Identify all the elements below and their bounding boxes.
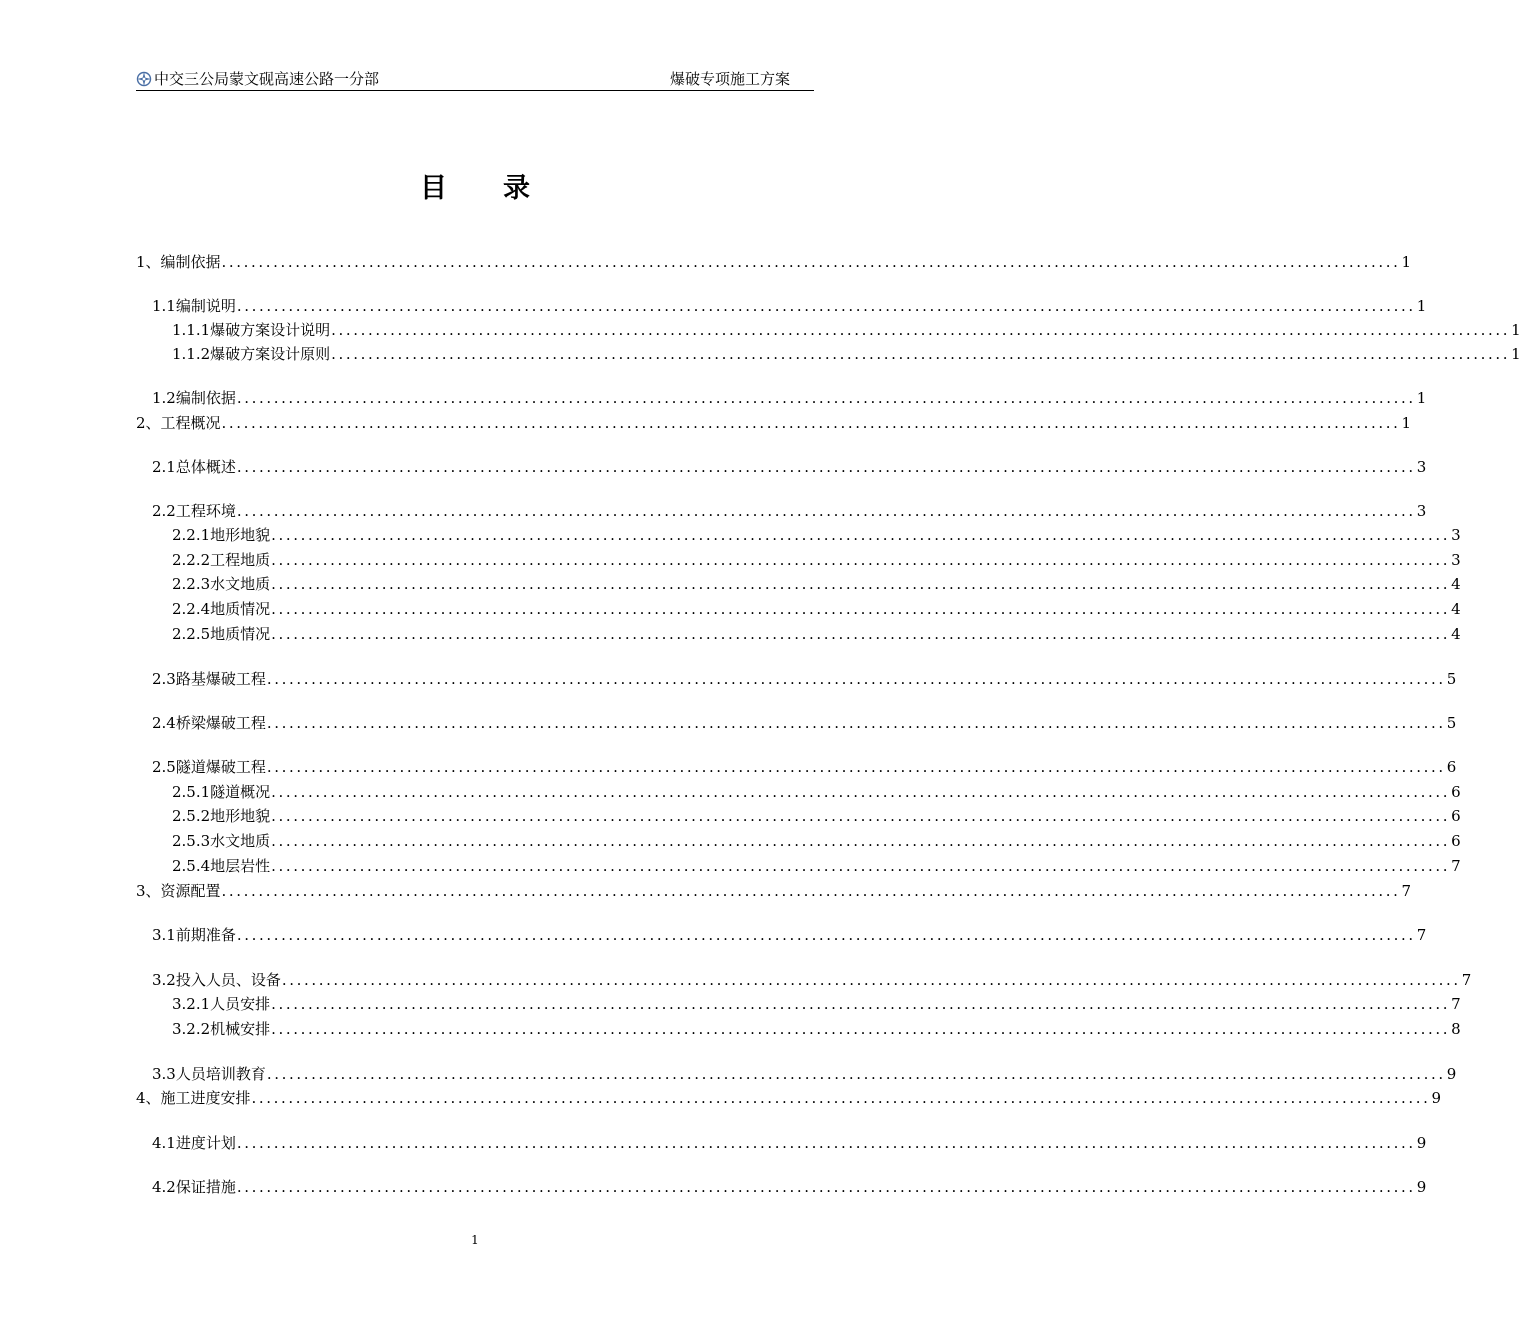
toc-entry-page: 1	[1416, 297, 1427, 315]
toc-leader-dots: ................................................................................................................................................................	[236, 389, 1416, 407]
toc-leader-dots: ................................................................................................................................................................	[266, 714, 1446, 732]
toc-leader-dots: ................................................................................................................................................................	[236, 1178, 1416, 1196]
toc-entry-label: 2.4桥梁爆破工程	[152, 714, 266, 732]
toc-entry-label: 2.5.1隧道概况	[172, 783, 271, 801]
toc-entry[interactable]	[136, 412, 1411, 434]
toc-leader-dots: ................................................................................................................................................................	[271, 575, 1451, 593]
toc-entry-page: 4	[1451, 575, 1461, 593]
toc-entry-page: 9	[1431, 1089, 1441, 1107]
toc-entry-page: 1	[1401, 414, 1411, 432]
toc-entry-page: 7	[1416, 926, 1427, 944]
toc-entry-label: 2.5.3水文地质	[172, 832, 271, 850]
toc-entry[interactable]	[152, 712, 1457, 734]
toc-entry[interactable]	[136, 1087, 1441, 1109]
toc-leader-dots: ................................................................................................................................................................	[271, 995, 1451, 1013]
toc-leader-dots: ................................................................................................................................................................	[236, 1134, 1416, 1152]
toc-entry-label: 3.2.2机械安排	[172, 1020, 271, 1038]
toc-leader-dots: ................................................................................................................................................................	[271, 625, 1451, 643]
toc-entry-label: 2.2.5地质情况	[172, 625, 271, 643]
toc-entry-label: 2、工程概况	[136, 414, 221, 432]
toc-leader-dots: ................................................................................................................................................................	[271, 807, 1451, 825]
toc-entry-label: 2.2.4地质情况	[172, 600, 271, 618]
toc-entry-label: 1、编制依据	[136, 253, 221, 271]
toc-entry-page: 1	[1416, 389, 1427, 407]
toc-entry-label: 1.1.2爆破方案设计原则	[172, 345, 331, 363]
toc-entry-page: 8	[1451, 1020, 1461, 1038]
toc-entry-page: 3	[1451, 551, 1461, 569]
toc-leader-dots: ................................................................................................................................................................	[266, 1065, 1446, 1083]
toc-leader-dots: ................................................................................................................................................................	[331, 321, 1511, 339]
toc-entry[interactable]	[172, 855, 1461, 877]
toc-leader-dots: ................................................................................................................................................................	[271, 526, 1451, 544]
toc-entry[interactable]	[152, 387, 1427, 409]
toc-entry[interactable]	[152, 756, 1457, 778]
toc-entry-label: 3、资源配置	[136, 882, 221, 900]
toc-entry-page: 1	[1401, 253, 1411, 271]
toc-entry-label: 3.1前期准备	[152, 926, 236, 944]
toc-entry[interactable]	[152, 1176, 1427, 1198]
toc-leader-dots: ................................................................................................................................................................	[221, 253, 1401, 271]
page-title: 目录	[420, 173, 586, 204]
toc-entry-page: 6	[1451, 832, 1461, 850]
toc-entry-label: 4、施工进度安排	[136, 1089, 251, 1107]
toc-entry-page: 7	[1401, 882, 1411, 900]
toc-leader-dots: ................................................................................................................................................................	[281, 971, 1461, 989]
toc-entry-page: 6	[1446, 758, 1457, 776]
header-document-title: 爆破专项施工方案	[669, 70, 790, 88]
toc-entry-page: 3	[1416, 458, 1427, 476]
toc-entry-label: 2.1总体概述	[152, 458, 236, 476]
toc-entry-page: 9	[1416, 1134, 1427, 1152]
toc-entry[interactable]	[152, 969, 1472, 991]
toc-entry[interactable]	[172, 549, 1461, 571]
toc-leader-dots: ................................................................................................................................................................	[236, 502, 1416, 520]
toc-entry-page: 7	[1451, 857, 1461, 875]
toc-entry[interactable]	[172, 805, 1461, 827]
toc-entry[interactable]	[172, 319, 1521, 341]
toc-leader-dots: ................................................................................................................................................................	[221, 414, 1401, 432]
toc-leader-dots: ................................................................................................................................................................	[236, 458, 1416, 476]
toc-entry[interactable]	[172, 1018, 1461, 1040]
toc-entry-page: 3	[1451, 526, 1461, 544]
toc-leader-dots: ................................................................................................................................................................	[251, 1089, 1431, 1107]
toc-entry-page: 4	[1451, 600, 1461, 618]
toc-leader-dots: ................................................................................................................................................................	[221, 882, 1401, 900]
toc-entry-label: 4.2保证措施	[152, 1178, 236, 1196]
toc-entry-page: 7	[1461, 971, 1472, 989]
toc-entry-label: 3.2.1人员安排	[172, 995, 271, 1013]
toc-entry-page: 5	[1446, 670, 1457, 688]
toc-entry[interactable]	[152, 924, 1427, 946]
toc-entry-label: 4.1进度计划	[152, 1134, 236, 1152]
toc-entry[interactable]	[172, 993, 1461, 1015]
toc-entry-label: 2.3路基爆破工程	[152, 670, 266, 688]
toc-entry-page: 9	[1446, 1065, 1457, 1083]
toc-entry-label: 2.5隧道爆破工程	[152, 758, 266, 776]
toc-entry-page: 9	[1416, 1178, 1427, 1196]
toc-entry[interactable]	[152, 295, 1427, 317]
toc-leader-dots: ................................................................................................................................................................	[266, 758, 1446, 776]
toc-leader-dots: ................................................................................................................................................................	[236, 926, 1416, 944]
toc-entry-page: 7	[1451, 995, 1461, 1013]
toc-entry-label: 3.3人员培训教育	[152, 1065, 266, 1083]
toc-leader-dots: ................................................................................................................................................................	[271, 1020, 1451, 1038]
toc-entry-label: 1.2编制依据	[152, 389, 236, 407]
toc-entry-page: 6	[1451, 807, 1461, 825]
toc-leader-dots: ................................................................................................................................................................	[271, 783, 1451, 801]
toc-entry-page: 4	[1451, 625, 1461, 643]
toc-leader-dots: ................................................................................................................................................................	[236, 297, 1416, 315]
toc-entry-label: 2.2.1地形地貌	[172, 526, 271, 544]
toc-entry-label: 2.2.3水文地质	[172, 575, 271, 593]
toc-entry-label: 2.2.2工程地质	[172, 551, 271, 569]
toc-entry[interactable]	[172, 573, 1461, 595]
toc-entry-page: 1	[1511, 345, 1521, 363]
toc-leader-dots: ................................................................................................................................................................	[271, 551, 1451, 569]
toc-entry[interactable]	[152, 1063, 1457, 1085]
page-number: 1	[471, 1233, 479, 1247]
toc-leader-dots: ................................................................................................................................................................	[266, 670, 1446, 688]
toc-entry[interactable]	[152, 668, 1457, 690]
toc-entry[interactable]	[172, 524, 1461, 546]
toc-leader-dots: ................................................................................................................................................................	[331, 345, 1511, 363]
toc-entry-label: 3.2投入人员、设备	[152, 971, 281, 989]
toc-entry-label: 2.5.4地层岩性	[172, 857, 271, 875]
toc-entry-page: 3	[1416, 502, 1427, 520]
toc-leader-dots: ................................................................................................................................................................	[271, 832, 1451, 850]
toc-entry[interactable]	[136, 880, 1411, 902]
toc-leader-dots: ................................................................................................................................................................	[271, 600, 1451, 618]
header-organization: 中交三公局蒙文砚高速公路一分部	[154, 70, 380, 88]
toc-leader-dots: ................................................................................................................................................................	[271, 857, 1451, 875]
toc-entry[interactable]	[172, 781, 1461, 803]
toc-entry[interactable]	[172, 343, 1521, 365]
toc-entry-page: 1	[1511, 321, 1521, 339]
toc-entry[interactable]	[172, 598, 1461, 620]
toc-entry[interactable]	[152, 1132, 1427, 1154]
toc-entry-label: 1.1编制说明	[152, 297, 236, 315]
toc-entry[interactable]	[136, 251, 1411, 273]
toc-entry-page: 6	[1451, 783, 1461, 801]
toc-entry[interactable]	[152, 456, 1427, 478]
toc-entry-page: 5	[1446, 714, 1457, 732]
toc-entry[interactable]	[172, 623, 1461, 645]
toc-entry-label: 1.1.1爆破方案设计说明	[172, 321, 331, 339]
toc-entry-label: 2.5.2地形地貌	[172, 807, 271, 825]
toc-entry[interactable]	[152, 500, 1427, 522]
toc-entry-label: 2.2工程环境	[152, 502, 236, 520]
toc-entry[interactable]	[172, 830, 1461, 852]
